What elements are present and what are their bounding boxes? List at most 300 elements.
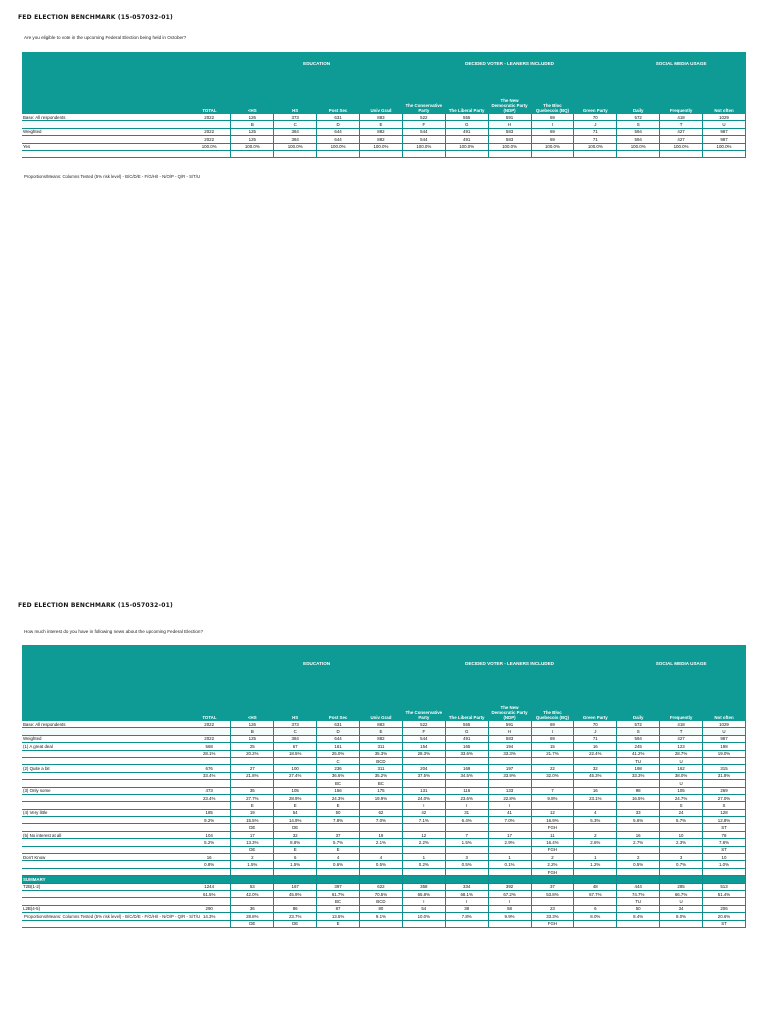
table-cell xyxy=(488,868,531,875)
table-cell: 5.6% xyxy=(617,817,660,824)
table-cell xyxy=(188,150,231,157)
footnote: Proportions/Means: Columns Tested (5% risk level) - B/C/D/E - F/G/H/I - N/O/P - Q/R - S/T/U xyxy=(24,174,201,179)
table-cell: 12 xyxy=(531,809,574,816)
table-cell: 315 xyxy=(703,765,746,772)
table-cell: D xyxy=(317,121,360,128)
table-cell: 33.3% xyxy=(488,750,531,757)
table-cell: U xyxy=(660,780,703,787)
table-cell: 2 xyxy=(617,854,660,861)
table-cell: 0.5% xyxy=(360,861,403,868)
table-cell: 100.0% xyxy=(574,143,617,150)
table-cell xyxy=(617,802,660,809)
table-cell xyxy=(402,757,445,764)
table-cell xyxy=(488,150,531,157)
summary-header-row xyxy=(22,876,746,883)
table-cell: 4 xyxy=(574,809,617,816)
table-cell: ST xyxy=(703,824,746,831)
table-cell: 125 xyxy=(231,735,274,742)
table-cell: ST xyxy=(703,920,746,927)
table-cell: 116 xyxy=(445,787,488,794)
row-label xyxy=(22,839,188,846)
table-cell: I xyxy=(445,802,488,809)
table-cell: 32.0% xyxy=(531,772,574,779)
table-cell xyxy=(188,898,231,905)
table-cell: 23.7% xyxy=(274,913,317,920)
table-cell: FGH xyxy=(531,824,574,831)
table-cell: 236 xyxy=(317,765,360,772)
table-cell: 644 xyxy=(317,128,360,135)
table-cell: 67.7% xyxy=(574,890,617,897)
table-cell xyxy=(402,824,445,831)
table-cell xyxy=(617,150,660,157)
column-header-row xyxy=(22,74,746,114)
table-cell: 9.8% xyxy=(531,794,574,801)
table-cell: 555 xyxy=(445,114,488,121)
table-cell: 427 xyxy=(660,128,703,135)
col-header: Univ Grad xyxy=(360,74,403,114)
row-label: Don't Know xyxy=(22,854,188,861)
table-cell: 392 xyxy=(488,883,531,890)
table-cell: BC xyxy=(360,780,403,787)
table-cell: 7 xyxy=(445,831,488,838)
table-cell xyxy=(660,846,703,853)
table-cell: 69 xyxy=(531,136,574,143)
table-cell: 69 xyxy=(531,114,574,121)
sig-row xyxy=(22,802,746,809)
row-label: Weighted xyxy=(22,128,188,135)
table-cell: 27.7% xyxy=(231,794,274,801)
table-cell xyxy=(574,802,617,809)
table-cell xyxy=(402,868,445,875)
table-cell: T xyxy=(660,728,703,735)
table-cell: 19.0% xyxy=(703,750,746,757)
table-row xyxy=(22,883,746,890)
table-cell: 20.2% xyxy=(231,750,274,757)
table-cell: 444 xyxy=(617,883,660,890)
table-cell: 105 xyxy=(274,787,317,794)
banner-group-row xyxy=(22,645,746,681)
table-cell: 17 xyxy=(488,831,531,838)
table-cell: 427 xyxy=(660,735,703,742)
table-cell: 491 xyxy=(445,128,488,135)
table-cell: I xyxy=(402,898,445,905)
table-cell: E xyxy=(317,846,360,853)
table-cell: 33.3% xyxy=(617,772,660,779)
table-cell xyxy=(703,150,746,157)
row-label xyxy=(22,898,188,905)
table-cell xyxy=(188,757,231,764)
table-cell xyxy=(488,780,531,787)
col-header: The New Democratic Party (NDP) xyxy=(488,681,531,721)
row-label xyxy=(22,794,188,801)
col-header: Frequently xyxy=(660,681,703,721)
row-label xyxy=(22,757,188,764)
table-cell xyxy=(703,876,746,883)
table-cell: 28.8% xyxy=(231,913,274,920)
table-cell: 125 xyxy=(231,128,274,135)
table-cell: 883 xyxy=(360,721,403,728)
table-cell: E xyxy=(274,846,317,853)
table-cell: 33.9% xyxy=(488,772,531,779)
table-cell: 45.9% xyxy=(274,890,317,897)
table-cell: E xyxy=(274,802,317,809)
table-cell: 2 xyxy=(531,854,574,861)
table-cell: 0.5% xyxy=(617,861,660,868)
table-cell: G xyxy=(445,121,488,128)
row-label xyxy=(22,846,188,853)
table-cell xyxy=(617,920,660,927)
table-cell xyxy=(402,150,445,157)
table-cell xyxy=(531,876,574,883)
table-cell: DE xyxy=(231,846,274,853)
table-cell xyxy=(188,802,231,809)
table-cell xyxy=(660,876,703,883)
table-cell: 70 xyxy=(574,721,617,728)
table-cell xyxy=(360,920,403,927)
table-cell: 67 xyxy=(274,743,317,750)
table-cell: 987 xyxy=(703,128,746,135)
table-cell: 23 xyxy=(531,905,574,912)
table-cell: C xyxy=(317,757,360,764)
table-cell: 19 xyxy=(360,831,403,838)
table-cell: 9.1% xyxy=(360,913,403,920)
row-label: (2) Quite a bit xyxy=(22,765,188,772)
table-cell: 35.3% xyxy=(360,750,403,757)
sig-row xyxy=(22,757,746,764)
table-cell: 2.1% xyxy=(360,839,403,846)
table-cell: 71 xyxy=(574,136,617,143)
table-cell: 80 xyxy=(360,905,403,912)
table-cell xyxy=(531,757,574,764)
table-cell: 7.0% xyxy=(360,817,403,824)
table-cell xyxy=(402,876,445,883)
banner-social-media: SOCIAL MEDIA USAGE xyxy=(617,645,746,681)
table-cell: 154 xyxy=(402,743,445,750)
table-cell: 10 xyxy=(703,854,746,861)
table-cell: 133 xyxy=(488,787,531,794)
table-cell: 1 xyxy=(488,854,531,861)
table-cell: 197 xyxy=(488,765,531,772)
table-cell: 5.2% xyxy=(188,839,231,846)
table-row xyxy=(22,854,746,861)
table-cell xyxy=(188,824,231,831)
table-cell xyxy=(703,868,746,875)
table-cell: I xyxy=(488,802,531,809)
crosstab-table-2 xyxy=(22,645,746,928)
table-cell: FGH xyxy=(531,846,574,853)
table-cell: 544 xyxy=(402,735,445,742)
table-cell xyxy=(488,757,531,764)
table-cell: 594 xyxy=(617,128,660,135)
table-cell: 334 xyxy=(445,883,488,890)
table-cell: 0.6% xyxy=(317,861,360,868)
table-cell: 0.7% xyxy=(660,861,703,868)
table-cell: 35.2% xyxy=(360,772,403,779)
table-cell: 9.9% xyxy=(488,913,531,920)
table-cell xyxy=(188,876,231,883)
banner-group-row xyxy=(22,52,746,74)
row-label xyxy=(22,802,188,809)
table-cell: FGH xyxy=(531,920,574,927)
table-cell: 41.2% xyxy=(617,750,660,757)
table-cell: ST xyxy=(703,846,746,853)
table-row xyxy=(22,735,746,742)
table-cell xyxy=(617,876,660,883)
table-cell xyxy=(231,150,274,157)
table-cell: 100.0% xyxy=(274,143,317,150)
table-cell: 16.5% xyxy=(617,794,660,801)
table-cell: 35 xyxy=(231,787,274,794)
column-header-row xyxy=(22,681,746,721)
table-cell: F xyxy=(402,121,445,128)
table-cell: 522 xyxy=(402,721,445,728)
table-cell xyxy=(231,876,274,883)
table-row xyxy=(22,772,746,779)
table-cell: 38 xyxy=(445,905,488,912)
table-row xyxy=(22,114,746,121)
table-cell: 68.1% xyxy=(445,890,488,897)
table-cell: 198 xyxy=(703,743,746,750)
table-cell: D xyxy=(317,728,360,735)
table-cell: 45.3% xyxy=(574,772,617,779)
table-cell: 2022 xyxy=(188,735,231,742)
table-cell: 100 xyxy=(274,765,317,772)
table-cell: 591 xyxy=(488,114,531,121)
table-cell xyxy=(360,824,403,831)
table-cell: 290 xyxy=(188,905,231,912)
col-header: Green Party xyxy=(574,681,617,721)
table-row xyxy=(22,905,746,912)
table-cell: 48 xyxy=(574,883,617,890)
table-cell: 6 xyxy=(574,905,617,912)
table-cell: DE xyxy=(274,920,317,927)
table-cell: S xyxy=(660,802,703,809)
table-cell: 15 xyxy=(531,743,574,750)
table-cell: I xyxy=(488,898,531,905)
table-cell: BC xyxy=(317,780,360,787)
table-cell: 13.3% xyxy=(231,839,274,846)
table-cell: 2.9% xyxy=(488,839,531,846)
table-cell: 100.0% xyxy=(488,143,531,150)
table-cell: 74.7% xyxy=(617,890,660,897)
table-cell: E xyxy=(360,728,403,735)
table-cell: 544 xyxy=(402,128,445,135)
table-cell: 583 xyxy=(488,136,531,143)
row-label xyxy=(22,780,188,787)
col-header: Frequently xyxy=(660,74,703,114)
row-label: Base: All respondents xyxy=(22,114,188,121)
table-cell xyxy=(188,121,231,128)
row-label: SUMMARY xyxy=(22,876,188,883)
table-cell: E xyxy=(317,802,360,809)
table-cell: 7.8% xyxy=(703,839,746,846)
table-cell xyxy=(574,757,617,764)
table-cell: 16 xyxy=(188,854,231,861)
table-cell: 2022 xyxy=(188,114,231,121)
row-label xyxy=(22,890,188,897)
table-cell: 3 xyxy=(660,854,703,861)
table-cell: 644 xyxy=(317,136,360,143)
table-cell: 2022 xyxy=(188,128,231,135)
table-cell: I xyxy=(402,802,445,809)
table-cell: 100.0% xyxy=(402,143,445,150)
table-cell: 50 xyxy=(617,905,660,912)
table-cell: 24.7% xyxy=(660,794,703,801)
table-cell xyxy=(317,876,360,883)
row-label xyxy=(22,750,188,757)
table-cell xyxy=(660,824,703,831)
col-header: TOTAL xyxy=(188,681,231,721)
table-cell: 12 xyxy=(402,831,445,838)
table-cell: 544 xyxy=(402,136,445,143)
row-label xyxy=(22,868,188,875)
table-cell: 285 xyxy=(660,883,703,890)
sig-row xyxy=(22,898,746,905)
col-header: Univ Grad xyxy=(360,681,403,721)
row-label xyxy=(22,861,188,868)
table-cell: 23.1% xyxy=(574,794,617,801)
table-cell: E xyxy=(231,802,274,809)
table-cell: G xyxy=(445,728,488,735)
row-label xyxy=(22,728,188,735)
table-cell xyxy=(231,868,274,875)
table-cell xyxy=(360,876,403,883)
table-cell: 4 xyxy=(317,854,360,861)
table-row xyxy=(22,128,746,135)
table-cell: 36.6% xyxy=(317,772,360,779)
table-cell: 2022 xyxy=(188,136,231,143)
table-cell xyxy=(402,846,445,853)
table-row xyxy=(22,765,746,772)
col-header: Daily xyxy=(617,74,660,114)
table-cell: 70 xyxy=(574,114,617,121)
footnote: Proportions/Means: Columns Tested (5% risk level) - B/C/D/E - F/G/H/I - N/O/P - Q/R - S/T/U xyxy=(24,914,201,919)
table-row xyxy=(22,136,746,143)
table-cell: H xyxy=(488,121,531,128)
table-cell xyxy=(231,780,274,787)
table-cell: 16 xyxy=(574,787,617,794)
table-cell: 8.4% xyxy=(617,913,660,920)
table-cell xyxy=(231,898,274,905)
table-cell: 100.0% xyxy=(617,143,660,150)
column-letter-row xyxy=(22,728,746,735)
table-cell: 28.1% xyxy=(188,750,231,757)
table-cell: 572 xyxy=(617,114,660,121)
table-cell: 100.0% xyxy=(445,143,488,150)
table-cell: 58 xyxy=(488,905,531,912)
row-label xyxy=(22,772,188,779)
table-cell: 169 xyxy=(445,765,488,772)
table-cell xyxy=(488,876,531,883)
table-cell: 522 xyxy=(402,114,445,121)
table-cell: 0.5% xyxy=(445,861,488,868)
table-cell: E xyxy=(360,121,403,128)
col-header: HS xyxy=(274,681,317,721)
table-cell: 69 xyxy=(531,721,574,728)
table-cell: 69 xyxy=(531,128,574,135)
table-cell: 198 xyxy=(617,765,660,772)
table-cell: 1.2% xyxy=(574,861,617,868)
row-label: (5) No interest at all xyxy=(22,831,188,838)
table-cell: 54 xyxy=(274,809,317,816)
table-cell: 5.3% xyxy=(574,817,617,824)
col-header: The Conservative Party xyxy=(402,74,445,114)
table-cell: FGH xyxy=(531,868,574,875)
table-cell: U xyxy=(703,728,746,735)
col-header: Post Sec xyxy=(317,74,360,114)
table-cell: 15.5% xyxy=(231,817,274,824)
table-cell: 24 xyxy=(660,809,703,816)
table-cell: 24.3% xyxy=(317,794,360,801)
table-row xyxy=(22,143,746,150)
table-cell: 17 xyxy=(231,831,274,838)
table-cell xyxy=(574,846,617,853)
table-cell xyxy=(188,846,231,853)
table-cell xyxy=(274,757,317,764)
table-cell: 8.0% xyxy=(660,913,703,920)
table-cell: 33.4% xyxy=(188,772,231,779)
table-cell xyxy=(617,824,660,831)
table-cell: J xyxy=(574,121,617,128)
table-cell: 8.0% xyxy=(574,913,617,920)
table-cell: 123 xyxy=(660,743,703,750)
table-cell: 13.5% xyxy=(317,913,360,920)
table-cell: 6 xyxy=(274,854,317,861)
sig-row xyxy=(22,868,746,875)
table-body xyxy=(22,114,746,158)
table-cell xyxy=(445,920,488,927)
table-cell: 23.4% xyxy=(188,794,231,801)
col-header: Daily xyxy=(617,681,660,721)
sig-row xyxy=(22,846,746,853)
table-row xyxy=(22,839,746,846)
table-cell: DE xyxy=(231,920,274,927)
table-cell: 568 xyxy=(188,743,231,750)
table-cell xyxy=(360,868,403,875)
table-cell: 185 xyxy=(188,809,231,816)
table-cell: B xyxy=(231,728,274,735)
table-cell: 23.6% xyxy=(445,794,488,801)
table-cell: 19 xyxy=(231,809,274,816)
table-cell: 66.7% xyxy=(660,890,703,897)
banner-social-media: SOCIAL MEDIA USAGE xyxy=(617,52,746,74)
table-cell: U xyxy=(703,121,746,128)
table-cell xyxy=(445,876,488,883)
table-cell: 12.8% xyxy=(703,817,746,824)
table-cell: 987 xyxy=(703,735,746,742)
table-cell: 373 xyxy=(274,114,317,121)
table-cell: 194 xyxy=(488,743,531,750)
table-cell xyxy=(660,920,703,927)
question-text: How much interest do you have in following news about the upcoming Federal Election? xyxy=(24,629,204,634)
table-cell: 34 xyxy=(660,905,703,912)
table-cell: 162 xyxy=(660,765,703,772)
table-cell: 9.2% xyxy=(188,817,231,824)
table-cell: 513 xyxy=(703,883,746,890)
table-cell xyxy=(531,150,574,157)
table-cell: 245 xyxy=(617,743,660,750)
row-label: (1) A great deal xyxy=(22,743,188,750)
table-cell: 126 xyxy=(231,114,274,121)
row-label xyxy=(22,136,188,143)
table-row xyxy=(22,817,746,824)
row-label: L2B(4-5) xyxy=(22,905,188,912)
table-cell: 50 xyxy=(317,809,360,816)
table-cell: 21.8% xyxy=(231,772,274,779)
banner-education: EDUCATION xyxy=(231,645,403,681)
table-cell: BCD xyxy=(360,898,403,905)
table-cell: 2.7% xyxy=(617,839,660,846)
